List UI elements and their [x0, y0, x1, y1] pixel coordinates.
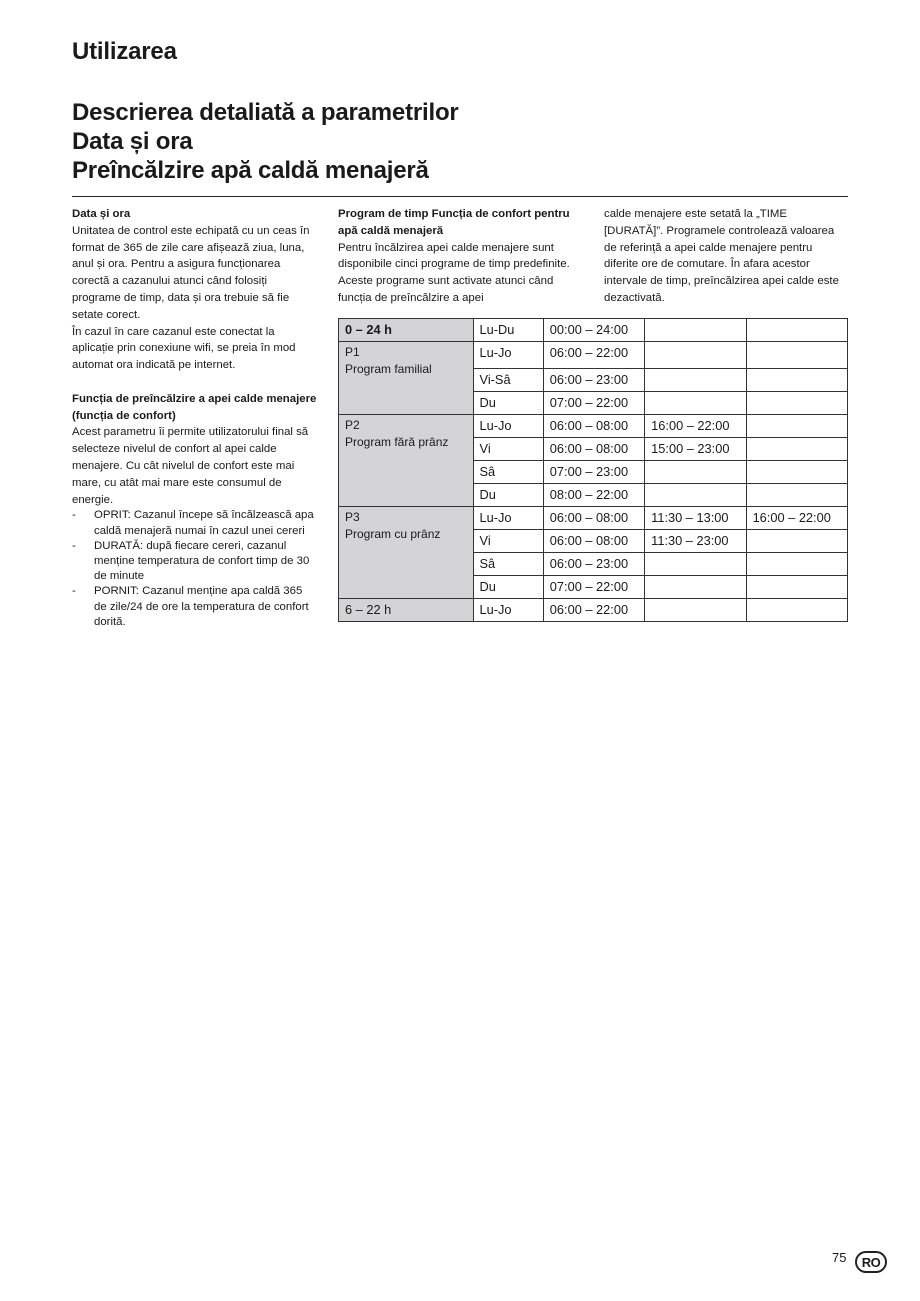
time-cell: 06:00 – 22:00 — [543, 599, 644, 622]
day-cell: Du — [473, 576, 543, 599]
time-cell: 06:00 – 08:00 — [543, 438, 644, 461]
page-headings — [72, 98, 459, 185]
time-cell: 07:00 – 22:00 — [543, 576, 644, 599]
time-program-paragraph: Pentru încălzirea apei calde menajere sunt disponibile cinci programe de timp predefinite. Aceste programe sunt activate atunci când funcția de preîncălzire a apei — [338, 241, 570, 304]
table-row — [339, 507, 848, 530]
heading-parameters: Descrierea detaliată a parametrilor — [72, 99, 459, 126]
day-cell: Du — [473, 484, 543, 507]
time-program-paragraph-cont: calde menajere este setată la „TIME [DURATĂ]”. Programele controlează valoarea de referință a apei calde menajere pentru diferite ore de comutare. În afara acestor intervale de timp, preîncălzirea apei calde este dezactivată. — [604, 208, 839, 304]
section-title: Utilizarea — [72, 38, 177, 65]
column-left — [72, 206, 318, 630]
day-cell: Lu-Jo — [473, 342, 543, 369]
comfort-paragraph: Acest parametru îi permite utilizatorului final să selecteze nivelul de confort al apei calde menajere. Cu cât nivelul de confort este mai mare, cu atât mai mare este consumul de energie. — [72, 426, 309, 506]
time-cell: 00:00 – 24:00 — [543, 319, 644, 342]
date-time-paragraph: Unitatea de control este echipată cu un ceas în format de 365 de zile care afișează ziua, luna, anul și ora. Pentru a asigura funcționarea corectă a cazanului atunci când folosiți programe de timp, data și ora trebuie să fie setate corect. — [72, 224, 310, 321]
time-program-table — [338, 318, 848, 622]
day-cell: Vi — [473, 530, 543, 553]
time-cell: 06:00 – 23:00 — [543, 553, 644, 576]
page-number: 75 — [832, 1250, 847, 1265]
day-cell: Vi-Sâ — [473, 369, 543, 392]
time-cell: 06:00 – 08:00 — [543, 507, 644, 530]
program-cell: P1 Program familial — [339, 342, 474, 415]
heading-date-time: Data și ora — [72, 128, 193, 155]
time-cell — [645, 319, 746, 342]
time-cell: 07:00 – 23:00 — [543, 461, 644, 484]
program-cell: 0 – 24 h — [339, 319, 474, 342]
day-cell: Lu-Jo — [473, 599, 543, 622]
table-row — [339, 599, 848, 622]
program-cell: P3 Program cu prânz — [339, 507, 474, 599]
table-row — [339, 319, 848, 342]
option-on: - PORNIT: Cazanul menține apa caldă 365 de zile/24 de ore la temperatura de confort dorită. — [72, 585, 309, 628]
program-cell: 6 – 22 h — [339, 599, 474, 622]
time-cell — [746, 369, 847, 392]
time-program-subheading: Program de timp Funcția de confort pentru apă caldă menajeră — [338, 208, 570, 237]
time-cell: 06:00 – 08:00 — [543, 415, 644, 438]
day-cell: Lu-Jo — [473, 507, 543, 530]
time-cell — [645, 342, 746, 369]
time-cell: 11:30 – 13:00 — [645, 507, 746, 530]
comfort-options-list — [72, 508, 318, 630]
time-cell: 07:00 – 22:00 — [543, 392, 644, 415]
time-cell: 06:00 – 08:00 — [543, 530, 644, 553]
time-cell: 08:00 – 22:00 — [543, 484, 644, 507]
time-cell — [645, 599, 746, 622]
time-cell — [645, 461, 746, 484]
comfort-function-subheading: Funcția de preîncălzire a apei calde menajere (funcția de confort) — [72, 392, 317, 422]
time-cell: 06:00 – 22:00 — [543, 342, 644, 369]
date-time-subheading: Data și ora — [72, 208, 131, 220]
option-off: - OPRIT: Cazanul începe să încălzească apa caldă menajeră numai în cazul unei cereri — [72, 509, 314, 537]
day-cell: Sâ — [473, 461, 543, 484]
heading-preheat: Preîncălzire apă caldă menajeră — [72, 157, 429, 184]
program-cell: P2 Program fără prânz — [339, 415, 474, 507]
time-cell — [746, 415, 847, 438]
column-middle — [338, 206, 582, 307]
time-cell — [746, 530, 847, 553]
column-right — [604, 206, 848, 307]
time-cell — [645, 484, 746, 507]
time-cell — [746, 553, 847, 576]
divider — [72, 196, 848, 197]
day-cell: Sâ — [473, 553, 543, 576]
time-cell — [746, 576, 847, 599]
day-cell: Du — [473, 392, 543, 415]
time-cell — [645, 392, 746, 415]
time-cell — [645, 369, 746, 392]
option-duration: - DURATĂ: după fiecare cereri, cazanul menține temperatura de confort timp de 30 de minute — [72, 539, 310, 583]
time-cell — [746, 438, 847, 461]
day-cell: Vi — [473, 438, 543, 461]
time-cell — [746, 484, 847, 507]
table-row — [339, 415, 848, 438]
time-cell — [645, 576, 746, 599]
day-cell: Lu-Du — [473, 319, 543, 342]
time-cell — [746, 392, 847, 415]
time-cell: 16:00 – 22:00 — [746, 507, 847, 530]
time-cell — [746, 461, 847, 484]
time-cell: 16:00 – 22:00 — [645, 415, 746, 438]
time-cell — [746, 319, 847, 342]
time-cell — [746, 599, 847, 622]
country-badge: RO — [855, 1251, 887, 1273]
time-cell: 06:00 – 23:00 — [543, 369, 644, 392]
time-cell — [645, 553, 746, 576]
time-cell — [746, 342, 847, 369]
time-cell: 15:00 – 23:00 — [645, 438, 746, 461]
day-cell: Lu-Jo — [473, 415, 543, 438]
wifi-paragraph: În cazul în care cazanul este conectat la aplicație prin conexiune wifi, se preia în mod automat ora indicată pe internet. — [72, 325, 296, 372]
time-cell: 11:30 – 23:00 — [645, 530, 746, 553]
table-row — [339, 342, 848, 369]
